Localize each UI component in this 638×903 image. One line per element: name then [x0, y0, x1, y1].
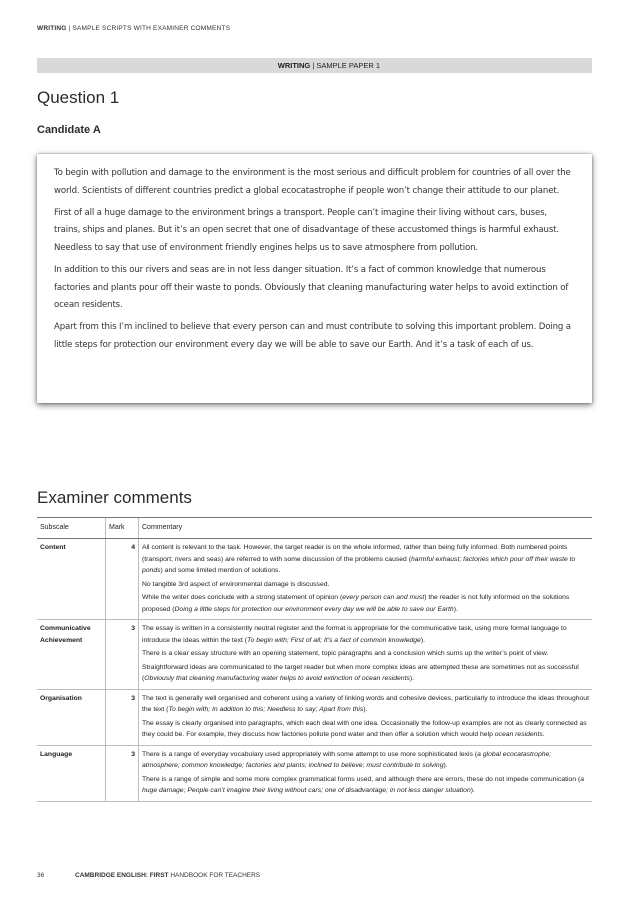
comment-text: There is a range of simple and some more complex grammatical forms used, and although there are errors, these do not impede communication ( [142, 775, 581, 783]
comment-paragraph [142, 774, 589, 797]
script-paragraph-4: Apart from this I’m inclined to believe that every person can and must contribute to solving this important problem. Doing a little steps for protection our environment every day we will be able to save our Earth. And it’s a task of each of us. [54, 322, 571, 350]
commentary-cell [139, 689, 593, 745]
commentary-cell [139, 620, 593, 690]
header-mark: Mark [106, 518, 139, 539]
header-subscale: Subscale [37, 518, 106, 539]
running-header [37, 25, 230, 32]
header-commentary: Commentary [139, 518, 593, 539]
table-row [37, 620, 592, 690]
mark-cell: 3 [106, 745, 139, 801]
comment-paragraph [142, 718, 589, 741]
running-header-separator: | [66, 25, 73, 32]
comment-text: There is a range of everyday vocabulary used appropriately with some attempt to use more sophisticated lexis ( [142, 750, 478, 758]
comment-text: The essay is written in a consistently neutral register and the format is appropriate for the communicative task, using more formal language to introduce the ideas within the text ( [142, 625, 567, 644]
comment-quote: Doing a little steps for protection our environment every day we will be able to save our Earth [174, 605, 454, 613]
comment-quote: Obviously that cleaning manufacturing water helps to avoid extinction of ocean residents [144, 675, 410, 682]
script-paragraph-1: To begin with pollution and damage to the environment is the most serious and difficult problem for countries of all over the world. Scientists of different countries predict a global ecocatastrophe if people won’t change their attitude to our planet. [54, 168, 571, 196]
comment-text: All content is relevant to the task. However, the target reader is on the whole informed, rather than being fully informed. Both numbered points (transport; rivers and seas) are referred to with some discussion of the problems caused ( [142, 544, 568, 563]
mark-cell: 3 [106, 620, 139, 690]
table-row [37, 539, 592, 620]
commentary-cell [139, 745, 593, 801]
comment-text: ). [443, 762, 448, 769]
comment-text: The text is generally well organised and coherent using a variety of linking words and cohesive devices, particularly to introduce the ideas throughout the text ( [142, 694, 589, 713]
page-footer [37, 872, 260, 879]
band-section: WRITING [277, 61, 311, 70]
comment-paragraph: There is a clear essay structure with an opening statement, topic paragraphs and a conclusion which sums up the writer’s point of view. [142, 650, 549, 657]
band-paper: SAMPLE PAPER 1 [316, 61, 380, 70]
comment-quote: To begin with; First of all; It’s a fact of common knowledge [247, 636, 421, 644]
table-row [37, 689, 592, 745]
comment-text: ). [363, 706, 368, 713]
comment-paragraph: No tangible 3rd aspect of environmental damage is discussed. [142, 580, 330, 588]
table-header-row [37, 518, 592, 539]
comment-paragraph [142, 693, 589, 716]
comment-paragraph [142, 542, 589, 577]
section-band [37, 58, 592, 73]
comment-paragraph [142, 662, 589, 685]
band-separator: | [310, 61, 317, 70]
examiner-comments-title: Examiner comments [37, 488, 192, 507]
mark-cell: 3 [106, 689, 139, 745]
table-row [37, 745, 592, 801]
question-title: Question 1 [37, 88, 120, 107]
page-number: 36 [37, 872, 45, 879]
script-paragraph-3: In addition to this our rivers and seas are in not less danger situation. It’s a fact of common knowledge that numerous factories and plants pour off their waste to ponds. Obviously that cleaning manufacturing water helps to avoid extinction of ocean residents. [54, 264, 569, 311]
comment-text: . [542, 731, 545, 738]
subscale-cell: Language [37, 745, 106, 801]
examiner-comments-table [37, 517, 592, 802]
comment-text: ) the reader is not fully informed on the solutions proposed ( [142, 594, 570, 613]
comment-text: Straightforward ideas are communicated to the target reader but when more complex ideas are attempted these are sometimes not as successful ( [142, 663, 579, 682]
comment-quote: a global ecocatastrophe; atmosphere; common knowledge; factories and plants; inclined to believe; must contribute to solving [142, 750, 552, 769]
running-header-section: WRITING [37, 25, 67, 32]
comment-quote: To begin with; In addition to this; Needless to say; Apart from this [168, 706, 364, 713]
candidate-script [37, 154, 592, 403]
comment-quote: harmful exhaust; factories which pour off their waste to ponds [142, 555, 576, 574]
commentary-cell [139, 539, 593, 620]
comment-text: ). [420, 636, 425, 644]
candidate-label: Candidate A [37, 124, 101, 136]
comment-quote: ocean residents [494, 731, 543, 738]
subscale-cell: Content [37, 539, 106, 620]
comment-text: ) and some limited mention of solutions. [160, 567, 281, 574]
comment-paragraph [142, 623, 589, 646]
script-paragraph-2: First of all a huge damage to the environment brings a transport. People can’t imagine their living without cars, buses, trains, ships and planes. But it’s an open secret that one of disadvantage of these accustomed things is harmful exhaust. Needless to say that use of environment friendly engines helps us to save atmosphere from pollution. [54, 207, 559, 253]
footer-book-subtitle: HANDBOOK FOR TEACHERS [168, 872, 261, 879]
comment-text: ). [453, 605, 458, 613]
subscale-cell: Organisation [37, 689, 106, 745]
comment-text: ). [409, 675, 415, 682]
comment-paragraph [142, 749, 589, 772]
comment-text: The essay is clearly organised into paragraphs, which each deal with one idea. Occasionally the follow-up examples are not as clearly connected as they could be. For example, they discuss how factories pollute pond water and then offer a solution which would help [142, 719, 587, 738]
footer-book-title: CAMBRIDGE ENGLISH: FIRST [75, 872, 169, 879]
running-header-subtitle: SAMPLE SCRIPTS WITH EXAMINER COMMENTS [72, 25, 231, 32]
mark-cell: 4 [106, 539, 139, 620]
comment-paragraph [142, 592, 589, 615]
comment-text: ). [470, 787, 475, 794]
comment-quote: a huge damage; People can’t imagine their living without cars; one of disadvantage; in not less danger situation [142, 775, 585, 794]
subscale-cell: Communicative Achievement [37, 620, 106, 690]
comment-quote: every person can and must [342, 594, 425, 601]
comment-text: While the writer does conclude with a strong statement of opinion ( [142, 594, 343, 601]
